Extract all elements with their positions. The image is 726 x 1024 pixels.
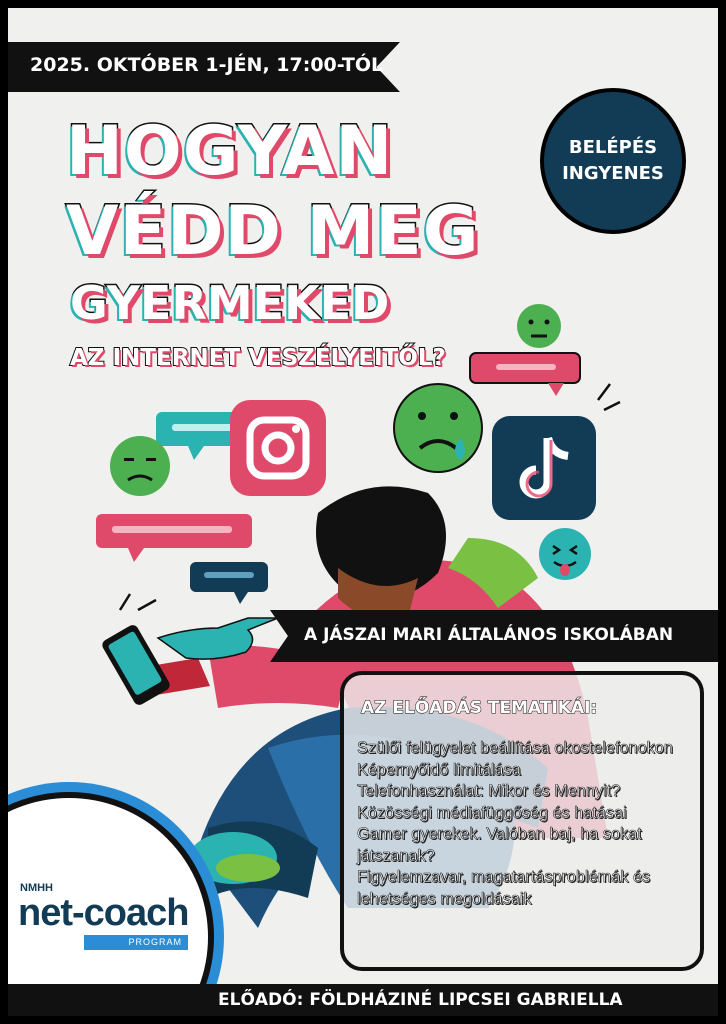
logo-nmhh: NMHH [20,882,53,894]
logo-program: PROGRAM [84,935,188,950]
event-date: 2025. OKTÓBER 1-JÉN, 17:00-TÓL [30,54,384,76]
chat-bubble-navy [190,562,268,604]
crying-emoji-icon [394,384,482,472]
logo-net-coach: net-coach [18,892,189,934]
title-subline: AZ INTERNET VESZÉLYEITŐL? [70,345,446,371]
speaker: ELŐADÓ: FÖLDHÁZINÉ LIPCSEI GABRIELLA [218,990,623,1010]
topic-item: Közösségi médiafüggőség és hatásai [357,803,627,822]
worried-emoji-icon [517,304,561,348]
title-line-3: GYERMEKED [70,276,390,330]
tiktok-icon [492,416,596,520]
topics-list [357,738,697,910]
event-poster [8,8,718,1016]
badge-line-2: INGYENES [562,163,664,184]
chat-bubble-pink-top [470,353,580,396]
title-line-2: VÉDD MEG [66,192,480,271]
topic-item: Telefonhasználat: Mikor és Mennyit? [357,782,621,800]
title-line-1: HOGYAN [66,112,394,191]
instagram-icon [230,400,326,496]
topic-item: Képernyőidő limitálása [357,760,521,779]
sad-emoji-icon [110,436,170,496]
topic-item: Figyelemzavar, magatartásproblémák és lehetséges megoldásaik [357,868,651,908]
tongue-emoji-icon [539,528,591,580]
topic-item: Szülői felügyelet beállítása okostelefonokon [357,739,673,757]
topics-heading: AZ ELŐADÁS TEMATIKÁI: [361,698,598,718]
topic-item: Gamer gyerekek. Valóban baj, ha sokat játszanak? [357,825,642,865]
venue: A JÁSZAI MARI ÁLTALÁNOS ISKOLÁBAN [304,625,674,645]
badge-line-1: BELÉPÉS [568,137,658,158]
chat-bubble-pink-left [96,514,252,562]
free-entry-badge [540,88,686,234]
